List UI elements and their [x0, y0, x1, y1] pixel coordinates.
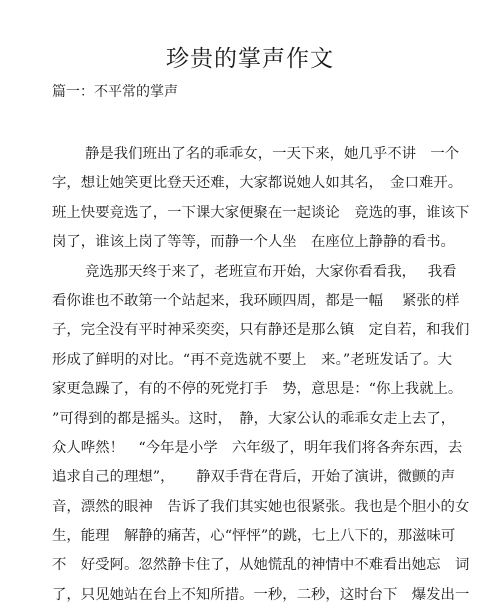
body-line: ”可得到的都是摇头。这时， 静，大家公认的乖乖女走上去了，	[52, 410, 456, 427]
document-body	[52, 140, 470, 610]
document-title: 珍贵的掌声作文	[166, 46, 334, 72]
document-subtitle: 篇一：不平常的掌声	[52, 84, 178, 100]
body-line: 了，只见她站在台上不知所措。一秒，二秒，这时台下 爆发出一	[52, 586, 470, 603]
body-line: 岗了，谁该上岗了等等，而静一个人坐 在座位上静静的看书。	[52, 234, 455, 251]
body-line: 生，能理 解静的痛苦，心“怦怦”的跳，七上八下的，那滋味可	[52, 528, 456, 545]
body-line: 竞选那天终于来了，老班宣布开始，大家你看看我， 我看	[85, 263, 457, 280]
body-line: 追求自己的理想”， 静双手背在背后，开始了演讲，微颤的声	[52, 469, 456, 486]
body-line: 形成了鲜明的对比。“再不竞选就不要上 来。”老班发话了。大	[52, 351, 452, 368]
body-line: 字，想让她笑更比登天还难，大家都说她人如其名， 金口难开。	[52, 175, 463, 192]
body-line: 子，完全没有平时神采奕奕，只有静还是那么镇 定自若，和我们	[52, 322, 470, 339]
body-line: 班上快要竞选了，一下课大家便聚在一起谈论 竞选的事，谁该下	[52, 204, 470, 221]
body-line: 家更急躁了，有的不停的死党打手 势，意思是：“你上我就上。	[52, 381, 463, 398]
body-line: 看你谁也不敢第一个站起来，我环顾四周，都是一幅 紧张的样	[52, 292, 460, 309]
body-line: 不 好受阿。忽然静卡住了，从她慌乱的神情中不难看出她忘 词	[52, 557, 470, 574]
body-line: 静是我们班出了名的乖乖女，一天下来，她几乎不讲 一个	[85, 146, 460, 162]
body-line: 音，漂然的眼神 告诉了我们其实她也很紧张。我也是个胆小的女	[52, 498, 470, 515]
body-line: 众人哗然！ “今年是小学 六年级了，明年我们将各奔东西，去	[52, 439, 463, 456]
